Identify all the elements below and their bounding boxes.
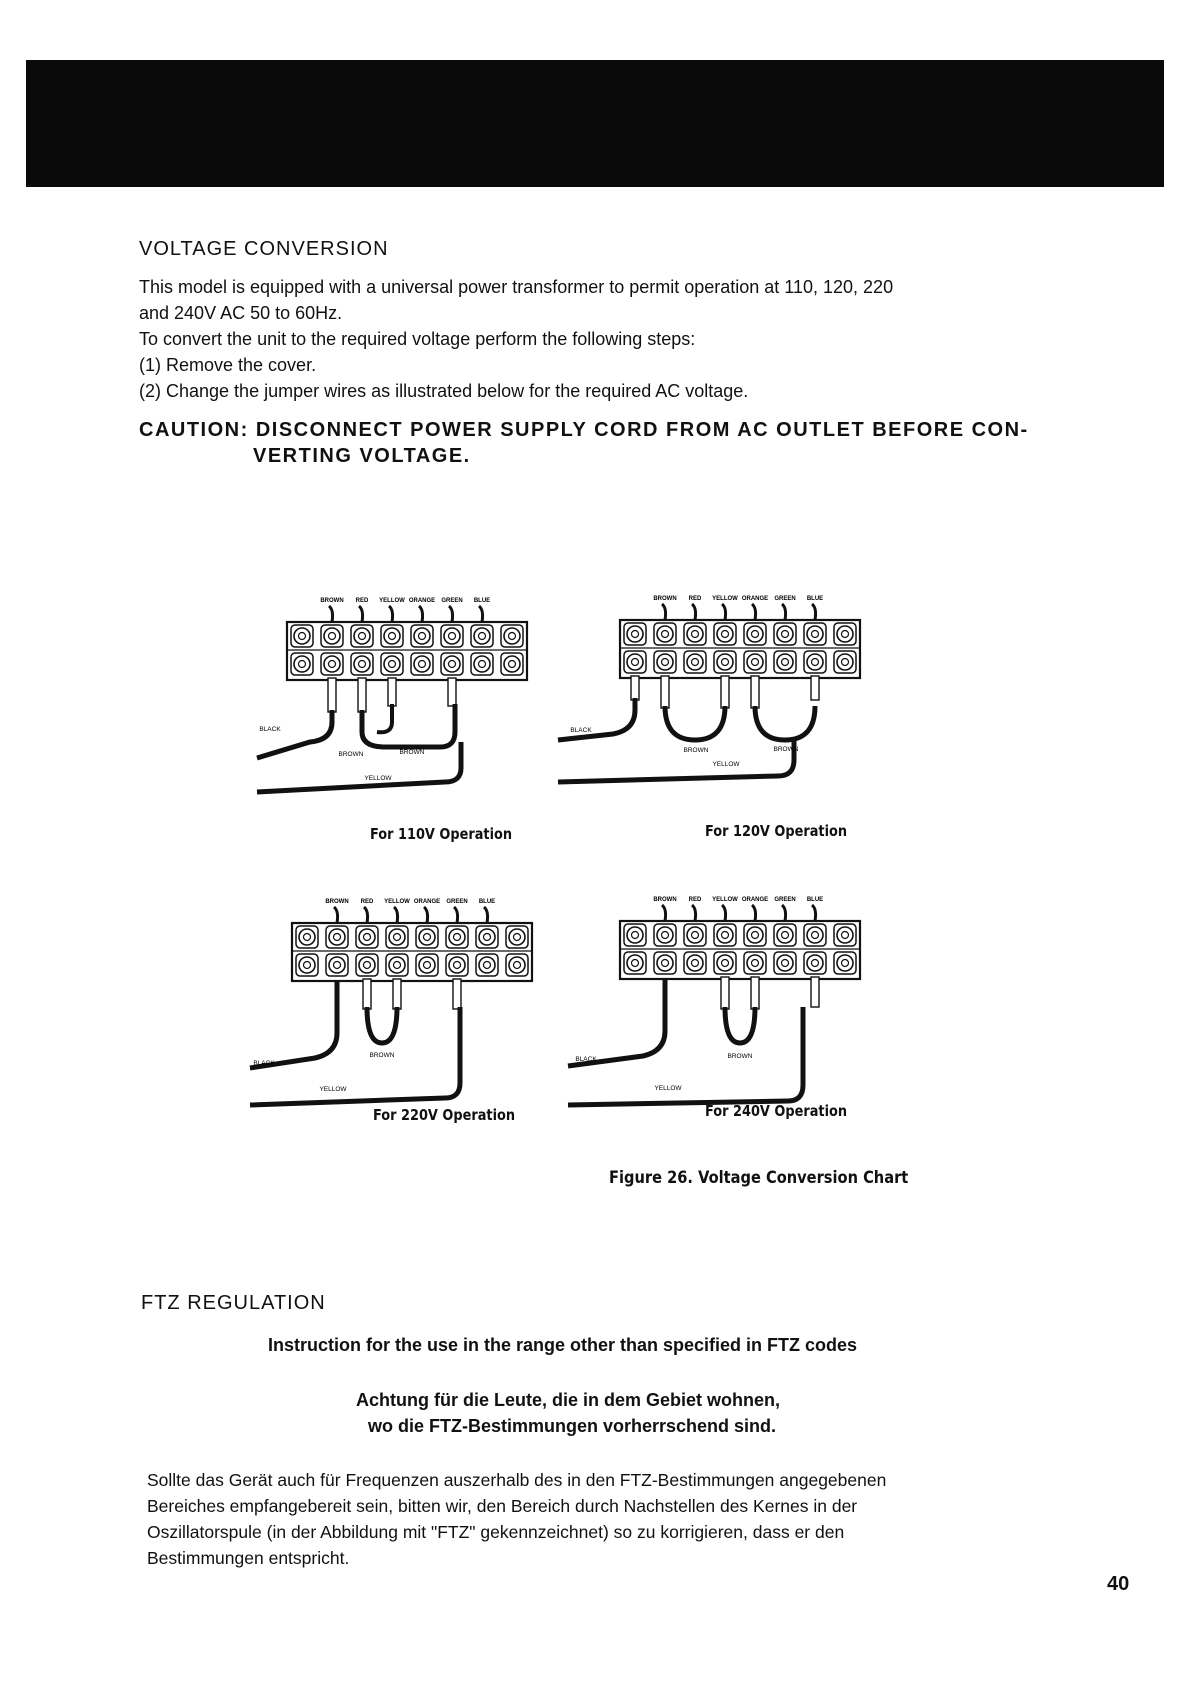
- wire-lug: [363, 979, 371, 1009]
- wire-label: BROWN: [773, 746, 799, 753]
- tap-wire: [329, 606, 333, 622]
- screw-slot: [812, 659, 819, 666]
- screw-slot: [419, 633, 426, 640]
- screw-slot: [454, 962, 461, 969]
- wire-lug: [358, 678, 366, 712]
- achtung-line-1: Achtung für die Leute, die in dem Gebiet wohnen,: [356, 1390, 781, 1410]
- wire-lug: [811, 977, 819, 1007]
- screw-slot: [364, 962, 371, 969]
- screw-slot: [752, 932, 759, 939]
- tap-wire: [479, 606, 483, 622]
- screw-slot: [479, 633, 486, 640]
- section-title-ftz: FTZ REGULATION: [141, 1292, 326, 1314]
- tap-wire: [359, 606, 363, 622]
- terminal-block-120v: [570, 590, 918, 805]
- caution-line-2: VERTING VOLTAGE.: [253, 445, 471, 467]
- screw-slot: [514, 962, 521, 969]
- screw-slot: [329, 661, 336, 668]
- terminal-block-110v: [259, 592, 585, 807]
- screw-slot: [722, 932, 729, 939]
- screw-slot: [782, 659, 789, 666]
- wire-lug: [393, 979, 401, 1009]
- tap-wire: [752, 604, 756, 620]
- screw-slot: [842, 932, 849, 939]
- screw-slot: [692, 631, 699, 638]
- tap-label: GREEN: [441, 598, 463, 604]
- screw-slot: [842, 659, 849, 666]
- screw-slot: [394, 962, 401, 969]
- tap-label: GREEN: [774, 897, 796, 903]
- tap-label: RED: [688, 897, 702, 903]
- tap-label: ORANGE: [413, 899, 441, 905]
- screw-slot: [329, 633, 336, 640]
- screw-slot: [842, 631, 849, 638]
- tap-label: BLUE: [806, 897, 824, 903]
- wire-lug: [388, 678, 396, 706]
- tap-label: BROWN: [325, 899, 349, 905]
- tap-label: BROWN: [320, 598, 344, 604]
- screw-slot: [449, 661, 456, 668]
- wire-label: BROWN: [683, 747, 709, 754]
- wire-label: YELLOW: [364, 775, 392, 782]
- tap-label: ORANGE: [741, 897, 769, 903]
- yellow-wire: [568, 1007, 803, 1105]
- step-2: (2) Change the jumper wires as illustrated below for the required AC voltage.: [139, 381, 749, 401]
- black-wire: [257, 710, 332, 758]
- screw-slot: [389, 661, 396, 668]
- screw-slot: [479, 661, 486, 668]
- caption-240v: For 240V Operation: [705, 1102, 848, 1120]
- screw-slot: [424, 962, 431, 969]
- tap-label: BLUE: [473, 598, 491, 604]
- screw-slot: [812, 631, 819, 638]
- brown-jumper: [725, 1007, 755, 1043]
- tap-wire: [812, 604, 816, 620]
- black-wire: [250, 981, 337, 1068]
- screw-slot: [299, 633, 306, 640]
- tap-label: BLUE: [478, 899, 496, 905]
- tap-label: GREEN: [774, 596, 796, 602]
- tap-label: RED: [360, 899, 374, 905]
- screw-slot: [364, 934, 371, 941]
- tap-wire: [364, 907, 368, 923]
- screw-slot: [359, 661, 366, 668]
- screw-slot: [812, 960, 819, 967]
- tap-wire: [692, 604, 696, 620]
- wire-lug: [751, 676, 759, 708]
- caution-line-1: CAUTION: DISCONNECT POWER SUPPLY CORD FROM AC OUTLET BEFORE CON-: [139, 419, 1029, 441]
- screw-slot: [782, 631, 789, 638]
- tap-label: BLUE: [806, 596, 824, 602]
- screw-slot: [752, 631, 759, 638]
- text-line: Oszillatorspule (in der Abbildung mit "FTZ" gekennzeichnet) so zu korrigieren, dass er den: [147, 1522, 845, 1542]
- screw-slot: [389, 633, 396, 640]
- screw-slot: [394, 934, 401, 941]
- screw-slot: [359, 633, 366, 640]
- screw-slot: [722, 960, 729, 967]
- tap-wire: [484, 907, 488, 923]
- tap-wire: [722, 604, 726, 620]
- wire-label: YELLOW: [654, 1085, 682, 1092]
- tap-wire: [782, 604, 786, 620]
- caption-220v: For 220V Operation: [373, 1106, 516, 1124]
- screw-slot: [722, 631, 729, 638]
- tap-wire: [424, 907, 428, 923]
- ftz-paragraph: [147, 1467, 886, 1571]
- text-line: Bereiches empfangebereit sein, bitten wir, den Bereich durch Nachstellen des Kernes in der: [147, 1496, 858, 1516]
- wire-lug: [811, 676, 819, 700]
- diagram-220v: [253, 893, 590, 1093]
- wire-label: BROWN: [399, 749, 425, 756]
- terminal-block-220v: [253, 893, 590, 1093]
- diagram-110v: [259, 592, 585, 807]
- screw-slot: [334, 962, 341, 969]
- brown-jumper-2: [755, 706, 815, 740]
- tap-label: ORANGE: [741, 596, 769, 602]
- header-black-bar: [26, 60, 1164, 187]
- screw-slot: [484, 962, 491, 969]
- yellow-wire: [558, 740, 794, 782]
- tap-label: RED: [688, 596, 702, 602]
- brown-jumper: [367, 1007, 397, 1043]
- tap-label: YELLOW: [384, 899, 410, 905]
- tap-label: YELLOW: [712, 596, 738, 602]
- wire-lug: [721, 977, 729, 1009]
- wire-label: BLACK: [253, 1060, 275, 1067]
- wire-lug: [631, 676, 639, 700]
- screw-slot: [509, 633, 516, 640]
- screw-slot: [509, 661, 516, 668]
- wire-lug: [661, 676, 669, 708]
- tap-label: BROWN: [653, 596, 677, 602]
- screw-slot: [299, 661, 306, 668]
- tap-wire: [662, 604, 666, 620]
- brown-jumper: [362, 704, 455, 747]
- tap-wire: [752, 905, 756, 921]
- tap-wire: [782, 905, 786, 921]
- step-1: (1) Remove the cover.: [139, 355, 317, 375]
- tap-wire: [334, 907, 338, 923]
- screw-slot: [812, 932, 819, 939]
- tap-label: BROWN: [653, 897, 677, 903]
- wire-lug: [328, 678, 336, 712]
- text-line: Bestimmungen entspricht.: [147, 1548, 350, 1568]
- brown-jumper: [665, 706, 725, 740]
- wire-lug: [448, 678, 456, 706]
- screw-slot: [334, 934, 341, 941]
- screw-slot: [632, 960, 639, 967]
- wire-label: BROWN: [727, 1053, 753, 1060]
- wire-label: BROWN: [338, 751, 364, 758]
- wire-label: BLACK: [259, 726, 281, 733]
- screw-slot: [484, 934, 491, 941]
- screw-slot: [662, 960, 669, 967]
- text-line: This model is equipped with a universal power transformer to permit operation at 110, 120, 220: [139, 277, 894, 297]
- wire-lug: [453, 979, 461, 1009]
- ftz-instruction: Instruction for the use in the range other than specified in FTZ codes: [268, 1335, 858, 1355]
- tap-wire: [662, 905, 666, 921]
- screw-slot: [304, 934, 311, 941]
- text-line: Sollte das Gerät auch für Frequenzen auszerhalb des in den FTZ-Bestimmungen angegebenen: [147, 1470, 887, 1490]
- caption-110v: For 110V Operation: [370, 825, 513, 843]
- screw-slot: [662, 631, 669, 638]
- screw-slot: [454, 934, 461, 941]
- tap-label: RED: [355, 598, 369, 604]
- tap-label: ORANGE: [408, 598, 436, 604]
- wire-lug: [721, 676, 729, 708]
- screw-slot: [842, 960, 849, 967]
- wire-label: BROWN: [369, 1052, 395, 1059]
- text-line: To convert the unit to the required voltage perform the following steps:: [139, 329, 696, 349]
- screw-slot: [692, 659, 699, 666]
- screw-slot: [662, 932, 669, 939]
- screw-slot: [449, 633, 456, 640]
- screw-slot: [782, 960, 789, 967]
- diagram-240v: [575, 891, 918, 1092]
- tap-wire: [419, 606, 423, 622]
- tap-wire: [722, 905, 726, 921]
- screw-slot: [722, 659, 729, 666]
- figure-title: Figure 26. Voltage Conversion Chart: [609, 1168, 909, 1188]
- tap-wire: [454, 907, 458, 923]
- wire-label: YELLOW: [319, 1086, 347, 1093]
- tap-label: GREEN: [446, 899, 468, 905]
- screw-slot: [662, 659, 669, 666]
- text-line: and 240V AC 50 to 60Hz.: [139, 303, 343, 323]
- screw-slot: [304, 962, 311, 969]
- achtung-line-2: wo die FTZ-Bestimmungen vorherrschend sind.: [368, 1416, 777, 1436]
- wire-label: BLACK: [575, 1056, 597, 1063]
- screw-slot: [692, 960, 699, 967]
- tap-wire: [692, 905, 696, 921]
- yellow-wire: [250, 1007, 460, 1105]
- tap-wire: [389, 606, 393, 622]
- screw-slot: [632, 659, 639, 666]
- screw-slot: [419, 661, 426, 668]
- tap-label: YELLOW: [379, 598, 405, 604]
- screw-slot: [752, 659, 759, 666]
- page-number: 40: [1107, 1573, 1130, 1595]
- screw-slot: [424, 934, 431, 941]
- diagram-120v: [570, 590, 918, 805]
- tap-wire: [394, 907, 398, 923]
- wire-label: YELLOW: [712, 761, 740, 768]
- wire-lug: [751, 977, 759, 1009]
- tap-label: YELLOW: [712, 897, 738, 903]
- screw-slot: [752, 960, 759, 967]
- tap-wire: [449, 606, 453, 622]
- screw-slot: [692, 932, 699, 939]
- wire-label: BLACK: [570, 727, 592, 734]
- screw-slot: [632, 631, 639, 638]
- tap-wire: [812, 905, 816, 921]
- brown-jumper-2: [377, 704, 392, 732]
- caption-120v: For 120V Operation: [705, 822, 848, 840]
- terminal-block-240v: [575, 891, 918, 1092]
- screw-slot: [514, 934, 521, 941]
- section-title-voltage-conversion: VOLTAGE CONVERSION: [139, 238, 389, 260]
- voltage-conversion-text: [139, 274, 893, 404]
- screw-slot: [782, 932, 789, 939]
- screw-slot: [632, 932, 639, 939]
